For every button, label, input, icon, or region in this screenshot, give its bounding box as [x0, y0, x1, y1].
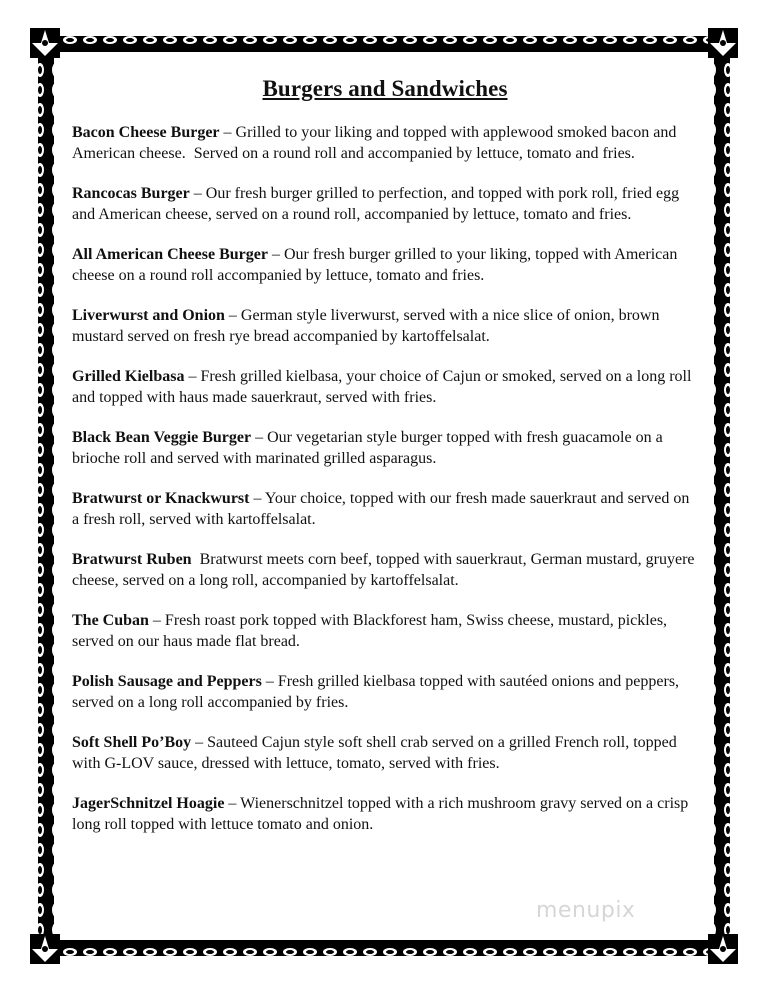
menu-item-name: Soft Shell Po’Boy — [72, 734, 192, 751]
menu-item-separator: – — [219, 124, 236, 141]
menu-item-description: Bratwurst meets corn beef, topped with sauerkraut, German mustard, gruyere cheese, served on a long roll, accompanied by kartoffelsalat. — [72, 551, 699, 589]
menu-item — [72, 245, 698, 286]
menu-item-description: Sauteed Cajun style soft shell crab served on a grilled French roll, topped with G-LOV sauce, dressed with lettuce, tomato, served with fries. — [72, 734, 681, 772]
menu-item-name: Rancocas Burger — [72, 185, 190, 202]
menu-item-name: All American Cheese Burger — [72, 246, 268, 263]
menu-item-name: Bacon Cheese Burger — [72, 124, 220, 141]
corner-ornament-top-right — [708, 28, 738, 58]
menu-item-separator: – — [148, 612, 165, 629]
menu-content — [72, 76, 698, 855]
menu-item-separator: – — [249, 490, 265, 507]
menu-item — [72, 123, 698, 164]
watermark-logo: menupix — [536, 898, 636, 923]
corner-ornament-top-left — [30, 28, 60, 58]
menu-item — [72, 733, 698, 774]
menu-item — [72, 794, 698, 835]
menu-item-separator: – — [261, 673, 278, 690]
menu-item-description: Wienerschnitzel topped with a rich mushroom gravy served on a crisp long roll topped with lettuce tomato and onion. — [72, 795, 693, 833]
menu-item — [72, 611, 698, 652]
menu-item-name: The Cuban — [72, 612, 149, 629]
menu-item-description: Fresh grilled kielbasa, your choice of Cajun or smoked, served on a long roll and topped with haus made sauerkraut, served with fries. — [72, 368, 696, 406]
menu-item — [72, 367, 698, 408]
menu-item-name: Bratwurst or Knackwurst — [72, 490, 250, 507]
menu-item-description: Your choice, topped with our fresh made sauerkraut and served on a fresh roll, served with kartoffelsalat. — [72, 490, 694, 528]
menu-item-name: Bratwurst Ruben — [72, 551, 192, 568]
menu-item-description: Fresh grilled kielbasa topped with sautéed onions and peppers, served on a long roll accompanied by fries. — [72, 673, 684, 711]
menu-item-description: Our vegetarian style burger topped with fresh guacamole on a brioche roll and served with marinated grilled asparagus. — [72, 429, 667, 467]
menu-item-separator: – — [189, 185, 206, 202]
menu-item-description: German style liverwurst, served with a nice slice of onion, brown mustard served on fresh rye bread accompanied by kartoffelsalat. — [72, 307, 664, 345]
menu-item-description: Grilled to your liking and topped with applewood smoked bacon and American cheese. Served on a round roll and accompanied by lettuce, tomato and fries. — [72, 124, 680, 162]
menu-item — [72, 184, 698, 225]
menu-item-separator: – — [191, 734, 208, 751]
menu-item-description: Our fresh burger grilled to your liking, topped with American cheese on a round roll accompanied by lettuce, tomato and fries. — [72, 246, 682, 284]
menu-item-separator — [192, 551, 200, 568]
menu-item — [72, 672, 698, 713]
menu-item — [72, 489, 698, 530]
menu-item — [72, 306, 698, 347]
menu-item-separator: – — [184, 368, 201, 385]
menu-item-name: Polish Sausage and Peppers — [72, 673, 262, 690]
menu-item-separator: – — [267, 246, 284, 263]
menu-item — [72, 550, 698, 591]
menu-item-separator: – — [251, 429, 268, 446]
menu-item-description: Our fresh burger grilled to perfection, and topped with pork roll, fried egg and American cheese, served on a round roll, accompanied by lettuce, tomato and fries. — [72, 185, 684, 223]
menu-item-name: Black Bean Veggie Burger — [72, 429, 252, 446]
menu-item-name: Liverwurst and Onion — [72, 307, 225, 324]
menu-item-description: Fresh roast pork topped with Blackforest ham, Swiss cheese, mustard, pickles, served on our haus made flat bread. — [72, 612, 672, 650]
menu-item-list — [72, 123, 698, 835]
corner-ornament-bottom-left — [30, 934, 60, 964]
page-title: Burgers and Sandwiches — [262, 76, 508, 101]
menu-item-name: Grilled Kielbasa — [72, 368, 185, 385]
corner-ornament-bottom-right — [708, 934, 738, 964]
menu-item-separator: – — [224, 795, 241, 812]
menu-item-separator: – — [224, 307, 241, 324]
menu-item — [72, 428, 698, 469]
menu-item-name: JagerSchnitzel Hoagie — [72, 795, 225, 812]
